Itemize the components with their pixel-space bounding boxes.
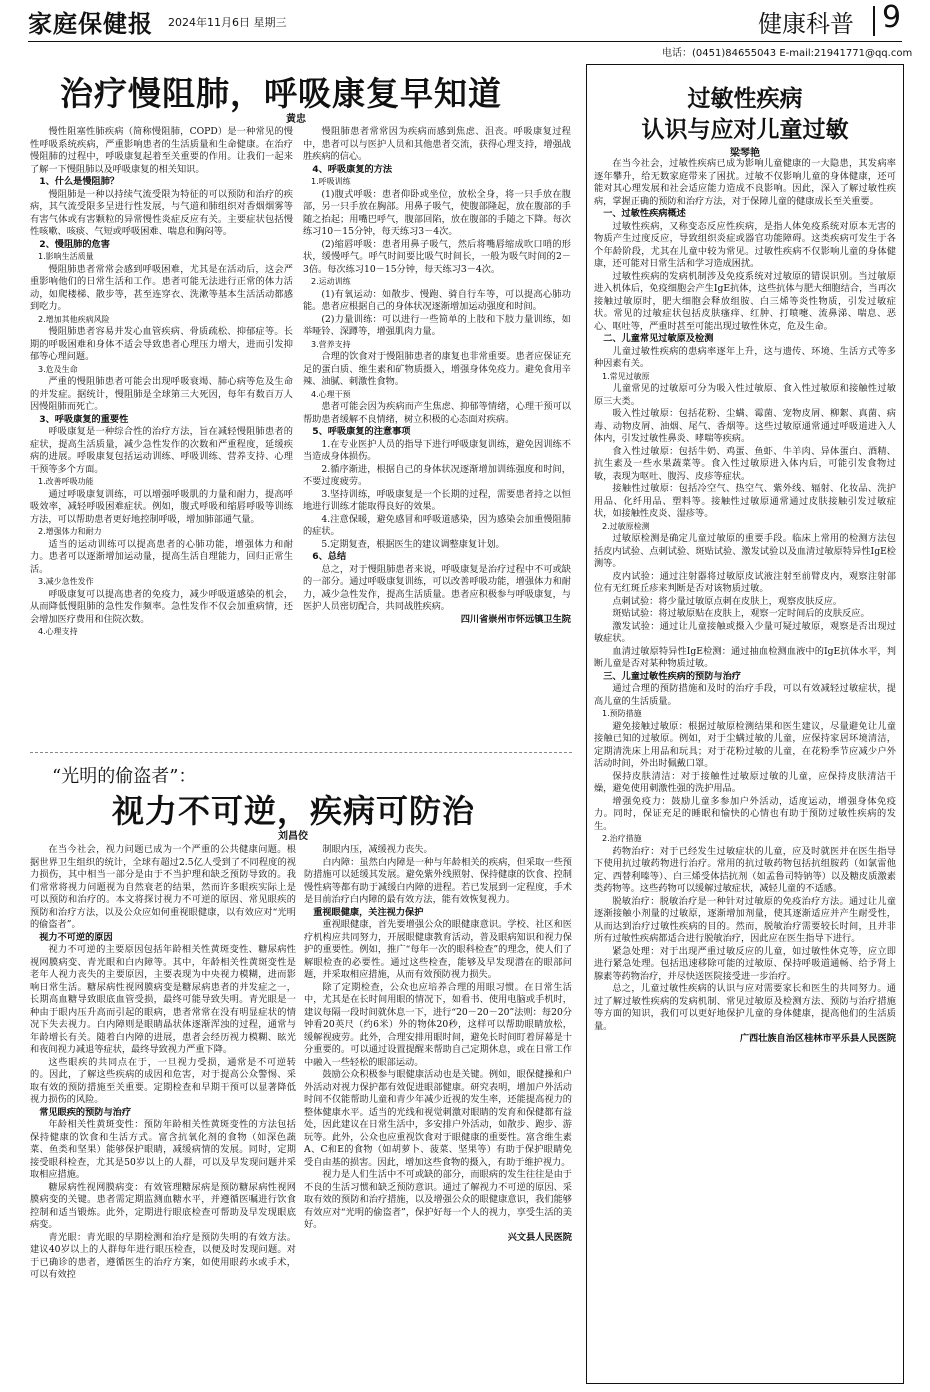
paragraph: 过敏原检测是确定儿童过敏原的重要手段。临床上常用的检测方法包括皮内试验、点刺试验、斑贴试验、激发试验以及血清过敏原特异性IgE检测等。 [594, 533, 896, 569]
article1-column-1 [30, 126, 293, 746]
section-heading: 重视眼健康，关注视力保护 [313, 906, 424, 918]
subheading: 3.营养支持 [311, 339, 351, 349]
paragraph: 适当的运动训练可以提高患者的心肺功能，增强体力和耐力。患者可以逐渐增加运动量，提高生活自理能力，回归正常生活。 [30, 538, 293, 575]
subheading: 1.呼吸训练 [311, 177, 351, 186]
source-credit: 四川省崇州市怀远镇卫生院 [460, 613, 571, 625]
article3-title-line2: 认识与应对儿童过敏 [641, 116, 849, 143]
paragraph: 慢性阻塞性肺疾病（简称慢阻肺，COPD）是一种常见的慢性呼吸系统疾病，严重影响患者的生活质量和生命健康。在治疗慢阻肺的过程中，呼吸康复起着至关重要的作用。让我们一起来了解一下慢阻肺以及呼吸康复的相关知识。 [30, 126, 293, 175]
section-heading: 6、总结 [312, 551, 347, 562]
paragraph: 过敏性疾病，又称变态反应性疾病，是指人体免疫系统对原本无害的物质产生过度反应，导致组织炎症或器官功能障碍。这类疾病可发生于各个年龄阶段，尤其在儿童中较为常见。过敏性疾病不仅影响儿童的身体健康，还可能对日常生活和学习造成困扰。 [594, 220, 896, 269]
paragraph: 药物治疗：对于已经发生过敏症状的儿童，应及时就医并在医生指导下使用抗过敏药物进行治疗。常用的抗过敏药物包括抗组胺药（如氯雷他定、西替利嗪等）、白三烯受体拮抗剂（如孟鲁司特钠等）以及糖皮质激素类药物等。这些药物可以缓解过敏症状，减轻儿童的不适感。 [594, 845, 896, 894]
paragraph: 2.循序渐进，根据自己的身体状况逐渐增加训练强度和时间，不要过度疲劳。 [303, 463, 571, 487]
paragraph: 慢阻肺患者常常因为疾病而感到焦虑、沮丧。呼吸康复过程中，患者可以与医护人员和其他患者交流，获得心理支持，增强战胜疾病的信心。 [303, 126, 571, 162]
paragraph: 总之，对于慢阻肺患者来说，呼吸康复是治疗过程中不可或缺的一部分。通过呼吸康复训练，可以改善呼吸功能，增强体力和耐力，减少急性发作，提高生活质量。患者应积极参与呼吸康复，与医护人员密切配合，共同战胜疾病。 [303, 563, 571, 612]
paragraph: 接触性过敏原：包括冷空气、热空气、紫外线、辐射、化妆品、洗护用品、化纤用品、塑料等。接触性过敏原通常通过皮肤接触引发过敏症状，如接触性皮炎、湿疹等。 [594, 483, 896, 519]
paragraph: 脱敏治疗：脱敏治疗是一种针对过敏原的免疫治疗方法。通过让儿童逐渐接触小剂量的过敏原，逐渐增加剂量，使其逐渐适应并产生耐受性，从而达到治疗过敏性疾病的目的。然而，脱敏治疗需要较长时间，且并非所有过敏性疾病都适合进行脱敏治疗，因此应在医生指导下进行。 [594, 895, 896, 944]
article2-author: 刘昌佼 [278, 831, 308, 842]
paragraph: 紧急处理：对于出现严重过敏反应的儿童，如过敏性休克等，应立即进行紧急处理。包括迅速移除可能的过敏原、保持呼吸道通畅、给予肾上腺素等药物治疗，并尽快送医院接受进一步治疗。 [594, 945, 896, 982]
paragraph: 4.注意保暖，避免感冒和呼吸道感染，因为感染会加重慢阻肺的症状。 [303, 513, 571, 537]
paragraph: 斑贴试验：将过敏原贴在皮肤上，观察一定时间后的皮肤反应。 [612, 608, 870, 619]
section-title: 健康科普 [758, 10, 854, 38]
paragraph: 呼吸康复可以提高患者的免疫力，减少呼吸道感染的机会，从而降低慢阻肺的急性发作频率。急性发作不仅会加重病情，还会增加医疗费用和住院次数。 [30, 588, 293, 625]
paragraph: 制眼内压，减缓视力丧失。 [322, 844, 433, 855]
article-divider [30, 752, 572, 754]
paragraph: 避免接触过敏原：根据过敏原检测结果和医生建议，尽量避免让儿童接触已知的过敏原。例如，对于尘螨过敏的儿童，应保持家居环境清洁，定期清洗床上用品和玩具；对于花粉过敏的儿童，在花粉季节应减少户外活动时间，外出时佩戴口罩。 [594, 720, 896, 769]
paragraph: 青光眼：青光眼的早期检测和治疗是预防失明的有效方法。建议40岁以上的人群每年进行眼压检查，以便及时发现问题。对于已确诊的患者，遵循医生的治疗方案，如使用眼药水或手术，可以有效控 [30, 1231, 296, 1280]
masthead-divider [873, 6, 875, 36]
source-credit: 广西壮族自治区桂林市平乐县人民医院 [739, 1033, 896, 1044]
paragraph: 视力不可逆的主要原因包括年龄相关性黄斑变性、糖尿病性视网膜病变、青光眼和白内障等。其中，年龄相关性黄斑变性是老年人视力丧失的主要原因，主要表现为中央视力模糊，进而影响日常生活。糖尿病性视网膜病变是糖尿病患者的并发症之一，长期高血糖导致眼底血管受损，最终可能导致失明。青光眼是一种由于眼内压升高而引起的眼病，患者常常在没有明显症状的情况下失去视力。白内障则是眼睛晶状体逐渐浑浊的过程，通常与年龄增长有关。随着白内障的进展，患者会经历视力模糊、眩光和夜间视力减退等症状，最终导致视力严重下降。 [30, 944, 296, 1055]
article1-column-2 [303, 126, 571, 746]
paragraph: 慢阻肺患者容易并发心血管疾病、骨质疏松、抑郁症等。长期的呼吸困难和身体不适会导致患者心理压力增大，进而引发抑郁等心理问题。 [30, 326, 293, 362]
section-heading: 二、儿童常见过敏原及检测 [603, 333, 714, 344]
paragraph: 视力是人们生活中不可或缺的部分，而眼病的发生往往是由于不良的生活习惯和缺乏预防意识。通过了解视力不可逆的原因、采取有效的预防和治疗措施，以及增强公众的眼健康意识，我们能够有效应对“光明的偷盗者”，保护好每一个人的视力，享受生活的美好。 [304, 1169, 572, 1230]
article3-body [594, 158, 896, 1380]
paragraph: 年龄相关性黄斑变性：预防年龄相关性黄斑变性的方法包括保持健康的饮食和生活方式。富含抗氧化剂的食物（如深色蔬菜、鱼类和坚果）能够保护眼睛，减缓病情的发展。同时，定期接受眼科检查，尤其是50岁以上的人群，可以及早发现问题并采取相应措施。 [30, 1119, 296, 1180]
paragraph: 慢阻肺是一种以持续气流受限为特征的可以预防和治疗的疾病，其气流受限多呈进行性发展，与气道和肺组织对香烟烟雾等有害气体或有害颗粒的异常慢性炎症反应有关。主要症状包括慢性咳嗽、咳痰、气短或呼吸困难、喘息和胸闷等。 [30, 188, 293, 237]
section-heading: 2、慢阻肺的危害 [39, 238, 110, 250]
paragraph: 严重的慢阻肺患者可能会出现呼吸衰竭、肺心病等危及生命的并发症。据统计，慢阻肺是全球第三大死因，每年有数百万人因慢阻肺而死亡。 [30, 376, 293, 412]
subheading: 2.运动训练 [311, 277, 351, 286]
article3-title-line1: 过敏性疾病 [687, 85, 803, 112]
paragraph: 呼吸康复是一种综合性的治疗方法，旨在减轻慢阻肺患者的症状，提高生活质量，减少急性发作的次数和严重程度，延缓疾病的进展。呼吸康复包括运动训练、呼吸训练、营养支持、心理干预等多个方面。 [30, 426, 293, 475]
paragraph: 在当今社会，过敏性疾病已成为影响儿童健康的一大隐患，其发病率逐年攀升，给无数家庭带来了困扰。过敏不仅影响儿童的身体健康，还可能对其心理发展和社会适应能力造成不良影响。因此，深入了解过敏性疾病，掌握正确的预防和治疗方法，对于保障儿童的健康成长至关重要。 [594, 158, 896, 207]
source-credit: 兴文县人民医院 [507, 1231, 572, 1243]
paragraph: 通过呼吸康复训练，可以增强呼吸肌的力量和耐力，提高呼吸效率，减轻呼吸困难症状。例如，腹式呼吸和缩唇呼吸等训练方法，可以帮助患者更好地控制呼吸，增加肺部通气量。 [30, 488, 293, 525]
paragraph: 血清过敏原特异性IgE检测：通过抽血检测血液中的IgE抗体水平，判断儿童是否对某种物质过敏。 [594, 645, 896, 669]
section-heading: 一、过敏性疾病概述 [603, 208, 686, 219]
paragraph: 鼓励公众积极参与眼健康活动也是关键。例如，眼保健操和户外活动对视力保护都有效促进眼部健康。研究表明，增加户外活动时间不仅能帮助儿童和青少年减少近视的发生率，还能提高视力的整体健康水平。适当的光线和视觉刺激对眼睛的发育和保健都有益处，因此建议在日常生活中，多安排户外活动，如散步、跑步、游玩等。此外，公众也应重视饮食对于眼健康的重要性。富含维生素A、C和E的食物（如胡萝卜、菠菜、坚果等）有助于保护眼睛免受自由基的损害。因此，增加这些食物的摄入，有助于维护视力。 [304, 1069, 572, 1168]
paragraph: 3.坚持训练，呼吸康复是一个长期的过程，需要患者持之以恒地进行训练才能取得良好的效果。 [303, 488, 571, 512]
paragraph: 白内障：虽然白内障是一种与年龄相关的疾病，但采取一些预防措施可以延缓其发展。避免紫外线照射、保持健康的饮食、控制慢性病等都有助于减缓白内障的进程。若已发展到一定程度，手术是目前治疗白内障的最有效方法，能有效恢复视力。 [304, 856, 572, 905]
subheading: 1.影响生活质量 [38, 252, 94, 261]
paragraph: (1)腹式呼吸：患者仰卧或坐位，放松全身，将一只手放在腹部，另一只手放在胸部。用鼻子吸气，使腹部隆起，放在腹部的手随之抬起；用嘴巴呼气，腹部回陷，放在腹部的手随之下降。每次练习10－15分钟，每天练习3－4次。 [303, 188, 571, 237]
paragraph: 重视眼健康，首先要增强公众的眼健康意识。学校、社区和医疗机构应共同努力，开展眼健康教育活动，普及眼病知识和视力保护的重要性。例如，推广“每年一次的眼科检查”的理念，使人们了解眼检查的必要性。通过这些检查，能够及早发现潜在的眼部问题，并采取相应措施，从而有效预防视力损失。 [304, 919, 572, 980]
article2-column-2 [304, 844, 572, 1384]
newspaper-name: 家庭保健报 [28, 10, 153, 38]
paragraph: 这些眼疾的共同点在于，一旦视力受损，通常是不可逆转的。因此，了解这些疾病的成因和危害，对于提高公众警惕、采取有效的预防措施至关重要。定期检查和早期干预可以显著降低视力损伤的风险。 [30, 1056, 296, 1105]
paragraph: 总之，儿童过敏性疾病的认识与应对需要家长和医生的共同努力。通过了解过敏性疾病的发病机制、常见过敏原及检测方法、预防与治疗措施等方面的知识，我们可以更好地保护儿童的身体健康，提高他们的生活质量。 [594, 983, 896, 1032]
subheading: 4.心理支持 [38, 627, 78, 636]
article2-column-1 [30, 844, 296, 1384]
subheading: 1.预防措施 [602, 709, 642, 718]
subheading: 2.增强体力和耐力 [38, 527, 102, 536]
paragraph: 除了定期检查，公众也应培养合理的用眼习惯。在日常生活中，尤其是在长时间用眼的情况下，如看书、使用电脑或手机时，建议每隔一段时间就休息一下，进行“20－20－20”法则：每20分钟看20英尺（约6米）外的物体20秒，这样可以帮助眼睛放松，缓解视疲劳。此外，合理安排用眼时间，避免长时间盯着屏幕是十分重要的。可以通过设置提醒来帮助自己定期休息，或在日常工作中融入一些轻松的眼部运动。 [304, 981, 572, 1068]
paragraph: 激发试验：通过让儿童接触或摄入少量可疑过敏原，观察是否出现过敏症状。 [594, 620, 896, 644]
paragraph: (2)缩唇呼吸：患者用鼻子吸气，然后将嘴唇缩成吹口哨的形状，缓慢呼气。呼气时间要比吸气时间长，一般为吸气时间的2－3倍。每次练习10－15分钟，每天练习3－4次。 [303, 238, 571, 275]
subheading: 2.治疗措施 [602, 834, 642, 843]
subheading: 2.增加其他疾病风险 [38, 314, 110, 324]
paragraph: (1)有氧运动：如散步、慢跑、骑自行车等，可以提高心肺功能。患者应根据自己的身体状况逐渐增加运动强度和时间。 [303, 288, 571, 312]
subheading: 4.心理干预 [311, 389, 351, 399]
paragraph: 慢阻肺患者常常会感到呼吸困难，尤其是在活动后，这会严重影响他们的日常生活和工作。患者可能无法进行正常的体力活动，如爬楼梯、散步等，甚至连穿衣、洗漱等基本生活活动都感到吃力。 [30, 263, 293, 312]
paragraph: 增强免疫力：鼓励儿童多参加户外活动，适度运动，增强身体免疫力。同时，保证充足的睡眠和愉快的心情也有助于预防过敏性疾病的发生。 [594, 795, 896, 832]
section-heading: 4、呼吸康复的方法 [312, 163, 393, 175]
subheading: 2.过敏原检测 [602, 521, 650, 531]
paragraph: 儿童过敏性疾病的患病率逐年上升，这与遗传、环境、生活方式等多种因素有关。 [594, 345, 896, 369]
paragraph: 患者可能会因为疾病而产生焦虑、抑郁等情绪，心理干预可以帮助患者缓解不良情绪，树立积极的心态面对疾病。 [303, 401, 571, 425]
paragraph: 儿童常见的过敏原可分为吸入性过敏原、食入性过敏原和接触性过敏原三大类。 [594, 383, 896, 407]
header-rule [28, 41, 902, 42]
paragraph: 点刺试验：将少量过敏原点刺在皮肤上，观察皮肤反应。 [612, 595, 843, 607]
section-heading: 三、儿童过敏性疾病的预防与治疗 [603, 670, 741, 682]
paragraph: 过敏性疾病的发病机制涉及免疫系统对过敏原的错误识别。当过敏原进入机体后，免疫细胞会产生IgE抗体，这些抗体与肥大细胞结合，当再次接触过敏原时，肥大细胞会释放组胺、白三烯等炎性物质，引发过敏症状。常见的过敏症状包括皮肤瘙痒、红肿、打喷嚏、流鼻涕、喘息、恶心、呕吐等，严重时甚至可能出现过敏性休克，危及生命。 [594, 270, 896, 332]
subheading: 3.危及生命 [38, 364, 78, 374]
subheading: 1.常见过敏原 [602, 371, 650, 381]
paragraph: 在当今社会，视力问题已成为一个严重的公共健康问题。根据世界卫生组织的统计，全球有超过2.5亿人受到了不同程度的视力损伤，其中相当一部分是由于不当护理和缺乏预防导致的。我们常常将视力问题视为自然衰老的结果，然而许多眼疾实际上是可以预防和治疗的。本文将探讨视力不可逆的原因、常见眼疾的预防和治疗方法，以及公众应如何重视眼健康，以有效应对“光明的偷盗者”。 [30, 844, 296, 930]
subheading: 3.减少急性发作 [38, 577, 94, 586]
paragraph: 食入性过敏原：包括牛奶、鸡蛋、鱼虾、牛羊肉、异体蛋白、酒精、抗生素及一些水果蔬菜等。食入性过敏原进入体内后，可能引发食物过敏，表现为呕吐、腹泻、皮疹等症状。 [594, 445, 896, 482]
paragraph: 合理的饮食对于慢阻肺患者的康复也非常重要。患者应保证充足的蛋白质、维生素和矿物质摄入，增强身体免疫力。避免食用辛辣、油腻、刺激性食物。 [303, 351, 571, 387]
subheading: 1.改善呼吸功能 [38, 477, 94, 486]
article2-title: 视力不可逆，疾病可防治 [112, 792, 476, 830]
masthead [0, 0, 930, 40]
section-heading: 常见眼疾的预防与治疗 [39, 1106, 132, 1118]
article3-author: 梁琴艳 [730, 148, 760, 159]
article1-title: 治疗慢阻肺，呼吸康复早知道 [60, 74, 502, 113]
paragraph: 保持皮肤清洁：对于接触性过敏原过敏的儿童，应保持皮肤清洁干燥，避免使用刺激性强的洗护用品。 [594, 770, 896, 794]
section-heading: 视力不可逆的原因 [39, 931, 113, 943]
section-heading: 5、呼吸康复的注意事项 [312, 426, 411, 437]
paragraph: 糖尿病性视网膜病变：有效管理糖尿病是预防糖尿病性视网膜病变的关键。患者需定期监测血糖水平，并遵循医嘱进行饮食控制和适当锻炼。此外，定期进行眼底检查可帮助及早发现眼底病变。 [30, 1181, 296, 1230]
article2-kicker: “光明的偷盗者”： [52, 766, 197, 787]
page-number: 9 [882, 0, 902, 35]
section-heading: 1、什么是慢阻肺？ [39, 176, 120, 187]
paragraph: 皮内试验：通过注射器将过敏原皮试液注射至前臂皮内，观察注射部位有无红斑丘疹来判断是否对该物质过敏。 [594, 570, 896, 594]
section-heading: 3、呼吸康复的重要性 [39, 413, 129, 425]
paragraph: 通过合理的预防措施和及时的治疗手段，可以有效减轻过敏症状，提高儿童的生活质量。 [594, 683, 896, 707]
contact-info: 电话：(0451)84655043 E-mail:21941771@qq.com [662, 48, 913, 59]
paragraph: 1.在专业医护人员的指导下进行呼吸康复训练，避免因训练不当造成身体损伤。 [303, 438, 571, 462]
issue-date: 2024年11月6日 星期三 [168, 16, 287, 29]
article1-author: 黄忠 [286, 114, 306, 125]
paragraph: (2)力量训练：可以进行一些简单的上肢和下肢力量训练，如举哑铃、深蹲等，增强肌肉力量。 [303, 313, 571, 337]
paragraph: 吸入性过敏原：包括花粉、尘螨、霉菌、宠物皮屑、柳絮、真菌、病毒、动物皮屑、油烟、尾气、香烟等。这些过敏原通常通过呼吸道进入人体内，引发过敏性鼻炎、哮喘等疾病。 [594, 408, 896, 444]
paragraph: 5.定期复查，根据医生的建议调整康复计划。 [321, 538, 505, 550]
